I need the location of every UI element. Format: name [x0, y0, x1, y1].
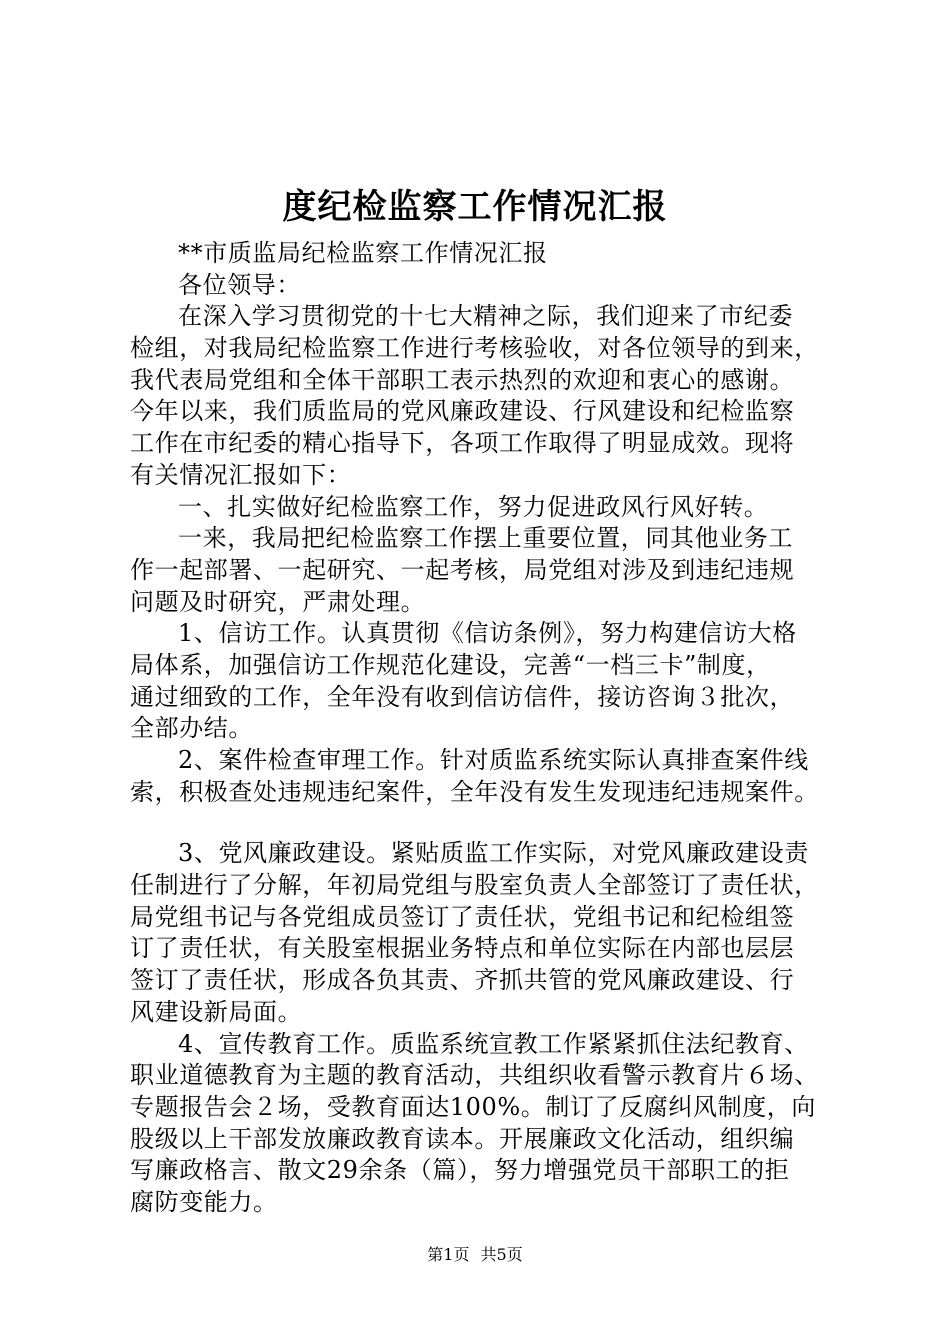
text-line: 2、案件检查审理工作。针对质监系统实际认真排查案件线	[178, 746, 809, 774]
text-line: 腐防变能力。	[130, 1187, 278, 1216]
text-line: 有关情况汇报如下：	[130, 460, 352, 489]
text-line: 职业道德教育为主题的教育活动，共组织收看警示教育片６场、	[130, 1061, 819, 1090]
paragraph	[130, 745, 830, 808]
page-footer	[0, 1243, 950, 1267]
text-line: 1、信访工作。认真贯彻《信访条例》，努力构建信访大格	[178, 619, 797, 648]
text-line: 全部办结。	[130, 714, 253, 743]
text-line: 局体系，加强信访工作规范化建设，完善“一档三卡”制度，	[130, 650, 771, 679]
text-line: 股级以上干部发放廉政教育读本。开展廉政文化活动，组织编	[130, 1124, 795, 1153]
paragraph	[130, 523, 830, 618]
text-line: 检组，对我局纪检监察工作进行考核验收，对各位领导的到来，	[130, 334, 819, 363]
paragraph	[130, 618, 830, 745]
text-line: 作一起部署、一起研究、一起考核，局党组对涉及到违纪违规	[130, 555, 795, 584]
text-line: 一来，我局把纪检监察工作摆上重要位置，同其他业务工	[178, 524, 793, 553]
page-number: 第1页	[427, 1245, 470, 1264]
text-line: 局党组书记与各党组成员签订了责任状，党组书记和纪检组签	[130, 902, 795, 931]
document-body	[130, 238, 830, 1219]
paragraph	[130, 1029, 830, 1219]
page-total: 共5页	[480, 1245, 523, 1264]
text-line: 订了责任状，有关股室根据业务特点和单位实际在内部也层层	[130, 934, 795, 963]
text-line: 3、党风廉政建设。紧贴质监工作实际，对党风廉政建设责	[178, 839, 809, 868]
text-line: 专题报告会２场，受教育面达100%。制订了反腐纠风制度，向	[130, 1092, 817, 1121]
text-line: 问题及时研究，严肃处理。	[130, 587, 426, 616]
text-line: 我代表局党组和全体干部职工表示热烈的欢迎和衷心的感谢。	[130, 365, 795, 394]
paragraph	[130, 270, 830, 302]
text-line: 工作在市纪委的精心指导下，各项工作取得了明显成效。现将	[130, 429, 795, 458]
text-line: 今年以来，我们质监局的党风廉政建设、行风建设和纪检监察	[130, 397, 795, 426]
paragraph	[130, 838, 830, 1028]
text-line: 一、扎实做好纪检监察工作，努力促进政风行风好转。	[178, 492, 769, 521]
text-line: 在深入学习贯彻党的十七大精神之际，我们迎来了市纪委	[178, 302, 793, 331]
text-line: 通过细致的工作，全年没有收到信访信件，接访咨询３批次，	[130, 682, 795, 711]
paragraph	[130, 238, 830, 270]
text-line: 签订了责任状，形成各负其责、齐抓共管的党风廉政建设、行	[130, 966, 795, 995]
text-line: 写廉政格言、散文29余条（篇），努力增强党员干部职工的拒	[130, 1156, 790, 1185]
paragraph-spacer	[130, 808, 830, 838]
text-line: 4、宣传教育工作。质监系统宣教工作紧紧抓住法纪教育、	[178, 1029, 809, 1058]
text-line: 任制进行了分解，年初局党组与股室负责人全部签订了责任状，	[130, 871, 819, 900]
text-line: 索，积极查处违规违纪案件，全年没有发生发现违纪违规案件。	[130, 777, 819, 806]
text-line: **市质监局纪检监察工作情况汇报	[178, 239, 548, 267]
text-line: 风建设新局面。	[130, 997, 303, 1026]
document-title: 度纪检监察工作情况汇报	[282, 187, 668, 227]
text-line: 各位领导：	[178, 270, 301, 299]
paragraph	[130, 301, 830, 491]
paragraph	[130, 492, 830, 524]
